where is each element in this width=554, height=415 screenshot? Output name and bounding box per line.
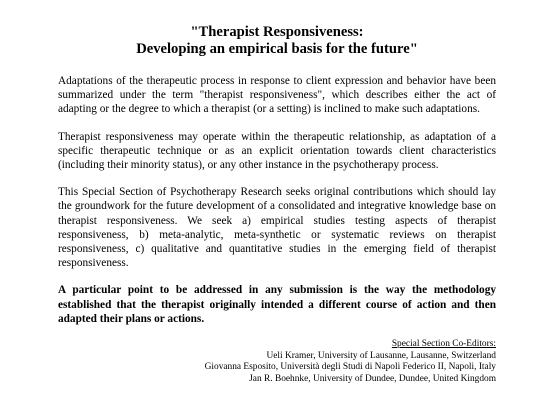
paragraph-definition: Adaptations of the therapeutic process in response to client expression and behavior have been summarized under the term "therapist responsiveness", which describes either the act of adapting or the degree to which a therapist (or a setting) is inclined to make such adaptations. [58, 75, 496, 116]
editor-name: Giovanna Esposito, Università degli Studi di Napoli Federico II, Napoli, Italy [204, 362, 496, 373]
page-title [58, 24, 496, 58]
paragraph-call-for-contributions: This Special Section of Psychotherapy Research seeks original contributions which should lay the groundwork for the future development of a consolidated and integrative knowledge base on therapist responsiveness. We seek a) empirical studies testing aspects of therapist responsiveness, b) meta-analytic, meta-synthetic or systematic reviews on therapist responsiveness, c) qualitative and quantitative studies in the emerging field of therapist responsiveness. [58, 186, 496, 270]
editors-heading: Special Section Co-Editors: [391, 339, 496, 350]
title-line-2: Developing an empirical basis for the future" [136, 41, 418, 57]
paragraph-emphasis: A particular point to be addressed in any submission is the way the methodology established that the therapist originally intended a different course of action and then adapted their plans or actions. [58, 284, 496, 325]
editors-signature [58, 339, 496, 385]
editor-name: Ueli Kramer, University of Lausanne, Lausanne, Switzerland [266, 350, 496, 361]
paragraph-scope: Therapist responsiveness may operate within the therapeutic relationship, as adaptation of a specific therapeutic technique or as an explicit orientation towards client characteristics (including their minority status), or any other instance in the psychotherapy process. [58, 130, 496, 172]
title-line-1: "Therapist Responsiveness: [190, 24, 364, 40]
editor-name: Jan R. Boehnke, University of Dundee, Dundee, United Kingdom [249, 373, 496, 384]
